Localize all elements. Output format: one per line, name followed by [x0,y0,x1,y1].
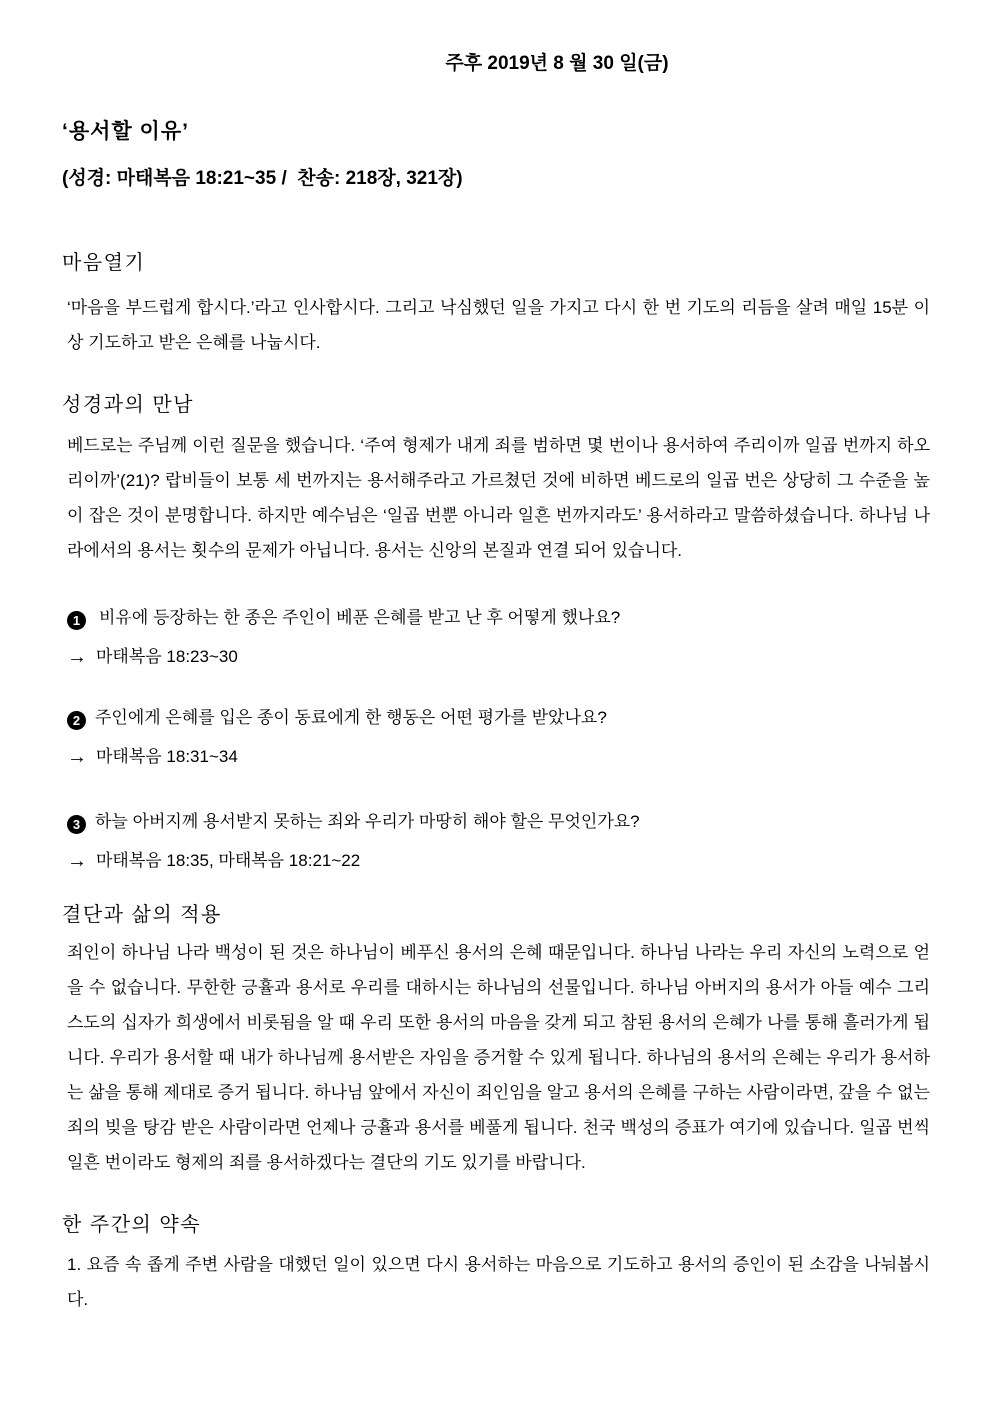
page-title: ‘용서할 이유’ [62,120,189,143]
section-heading-weekly-promise: 한 주간의 약속 [62,1214,202,1236]
question-1 [62,600,930,635]
question-1-reference-text: 마태복음 18:23~30 [96,647,238,666]
question-3-reference-text: 마태복음 18:35, 마태복음 18:21~22 [96,851,361,870]
circled-number-2-icon: 2 [67,711,86,730]
question-2-reference-text: 마태복음 18:31~34 [96,747,238,766]
section-heading-bible-encounter: 성경과의 만남 [62,394,194,416]
scripture-hymn-line: (성경: 마태복음 18:21~35 / 찬송: 218장, 321장) [62,168,463,189]
question-2-text: 주인에게 은혜를 입은 종이 동료에게 한 행동은 어떤 평가를 받았나요? [95,708,607,727]
question-2-reference [62,739,930,775]
paragraph-decision-application: 죄인이 하나님 나라 백성이 된 것은 하나님이 베푸신 용서의 은혜 때문입니다. 하나님 나라는 우리 자신의 노력으로 얻을 수 없습니다. 무한한 긍휼과 용서로 우리를 대하시는 하나님의 선물입니다. 하나님 아버지의 용서가 아들 예수 그리스도의 십자가 희생에서 비롯됨을 알 때 우리 또한 용서의 마음을 갖게 되고 참된 용서의 은혜가 나를 통해 흘러가게 됩니다. 우리가 용서할 때 내가 하나님께 용서받은 자임을 증거할 수 있게 됩니다. 하나님의 용서의 은혜는 우리가 용서하는 삶을 통해 제대로 증거 됩니다. 하나님 앞에서 자신이 죄인임을 알고 용서의 은혜를 구하는 사람이라면, 갚을 수 없는 죄의 빚을 탕감 받은 사람이라면 언제나 긍휼과 용서를 베풀게 됩니다. 천국 백성의 증표가 여기에 있습니다. 일곱 번씩 일흔 번이라도 형제의 죄를 용서하겠다는 결단의 기도 있기를 바랍니다. [67,943,930,1172]
question-3 [62,804,930,839]
question-3-reference [62,843,930,879]
circled-number-1-icon: 1 [67,611,86,630]
arrow-right-icon: → [67,646,87,668]
arrow-right-icon: → [67,850,87,872]
paragraph-bible-encounter: 베드로는 주님께 이런 질문을 했습니다. ‘주여 형제가 내게 죄를 범하면 몇 번이나 용서하여 주리이까 일곱 번까지 하오리이까’(21)? 랍비들이 보통 세 번까지는 용서해주라고 가르쳤던 것에 비하면 베드로의 일곱 번은 상당히 그 수준을 높이 잡은 것이 분명합니다. 하지만 예수님은 ‘일곱 번뿐 아니라 일흔 번까지라도’ 용서하라고 말씀하셨습니다. 하나님 나라에서의 용서는 횟수의 문제가 아닙니다. 용서는 신앙의 본질과 연결 되어 있습니다. [67,436,930,560]
question-3-text: 하늘 아버지께 용서받지 못하는 죄와 우리가 마땅히 해야 할은 무엇인가요? [95,812,640,831]
circled-number-3-icon: 3 [67,815,86,834]
date-line: 주후 2019년 8 월 30 일(금) [445,53,669,74]
question-1-reference [62,639,930,675]
question-2 [62,700,930,735]
weekly-promise-item: 1. 요즘 속 좁게 주변 사람을 대했던 일이 있으면 다시 용서하는 마음으로 기도하고 용서의 증인이 된 소감을 나눠봅시다. [67,1255,930,1309]
section-heading-heart-opening: 마음열기 [62,252,146,274]
section-heading-decision-application: 결단과 삶의 적용 [62,904,222,926]
paragraph-heart-opening: ‘마음을 부드럽게 합시다.’라고 인사합시다. 그리고 낙심했던 일을 가지고 다시 한 번 기도의 리듬을 살려 매일 15분 이상 기도하고 받은 은혜를 나눕시다. [67,298,930,352]
arrow-right-icon: → [67,746,87,768]
question-1-text: 비유에 등장하는 한 종은 주인이 베푼 은혜를 받고 난 후 어떻게 했나요? [99,608,621,627]
